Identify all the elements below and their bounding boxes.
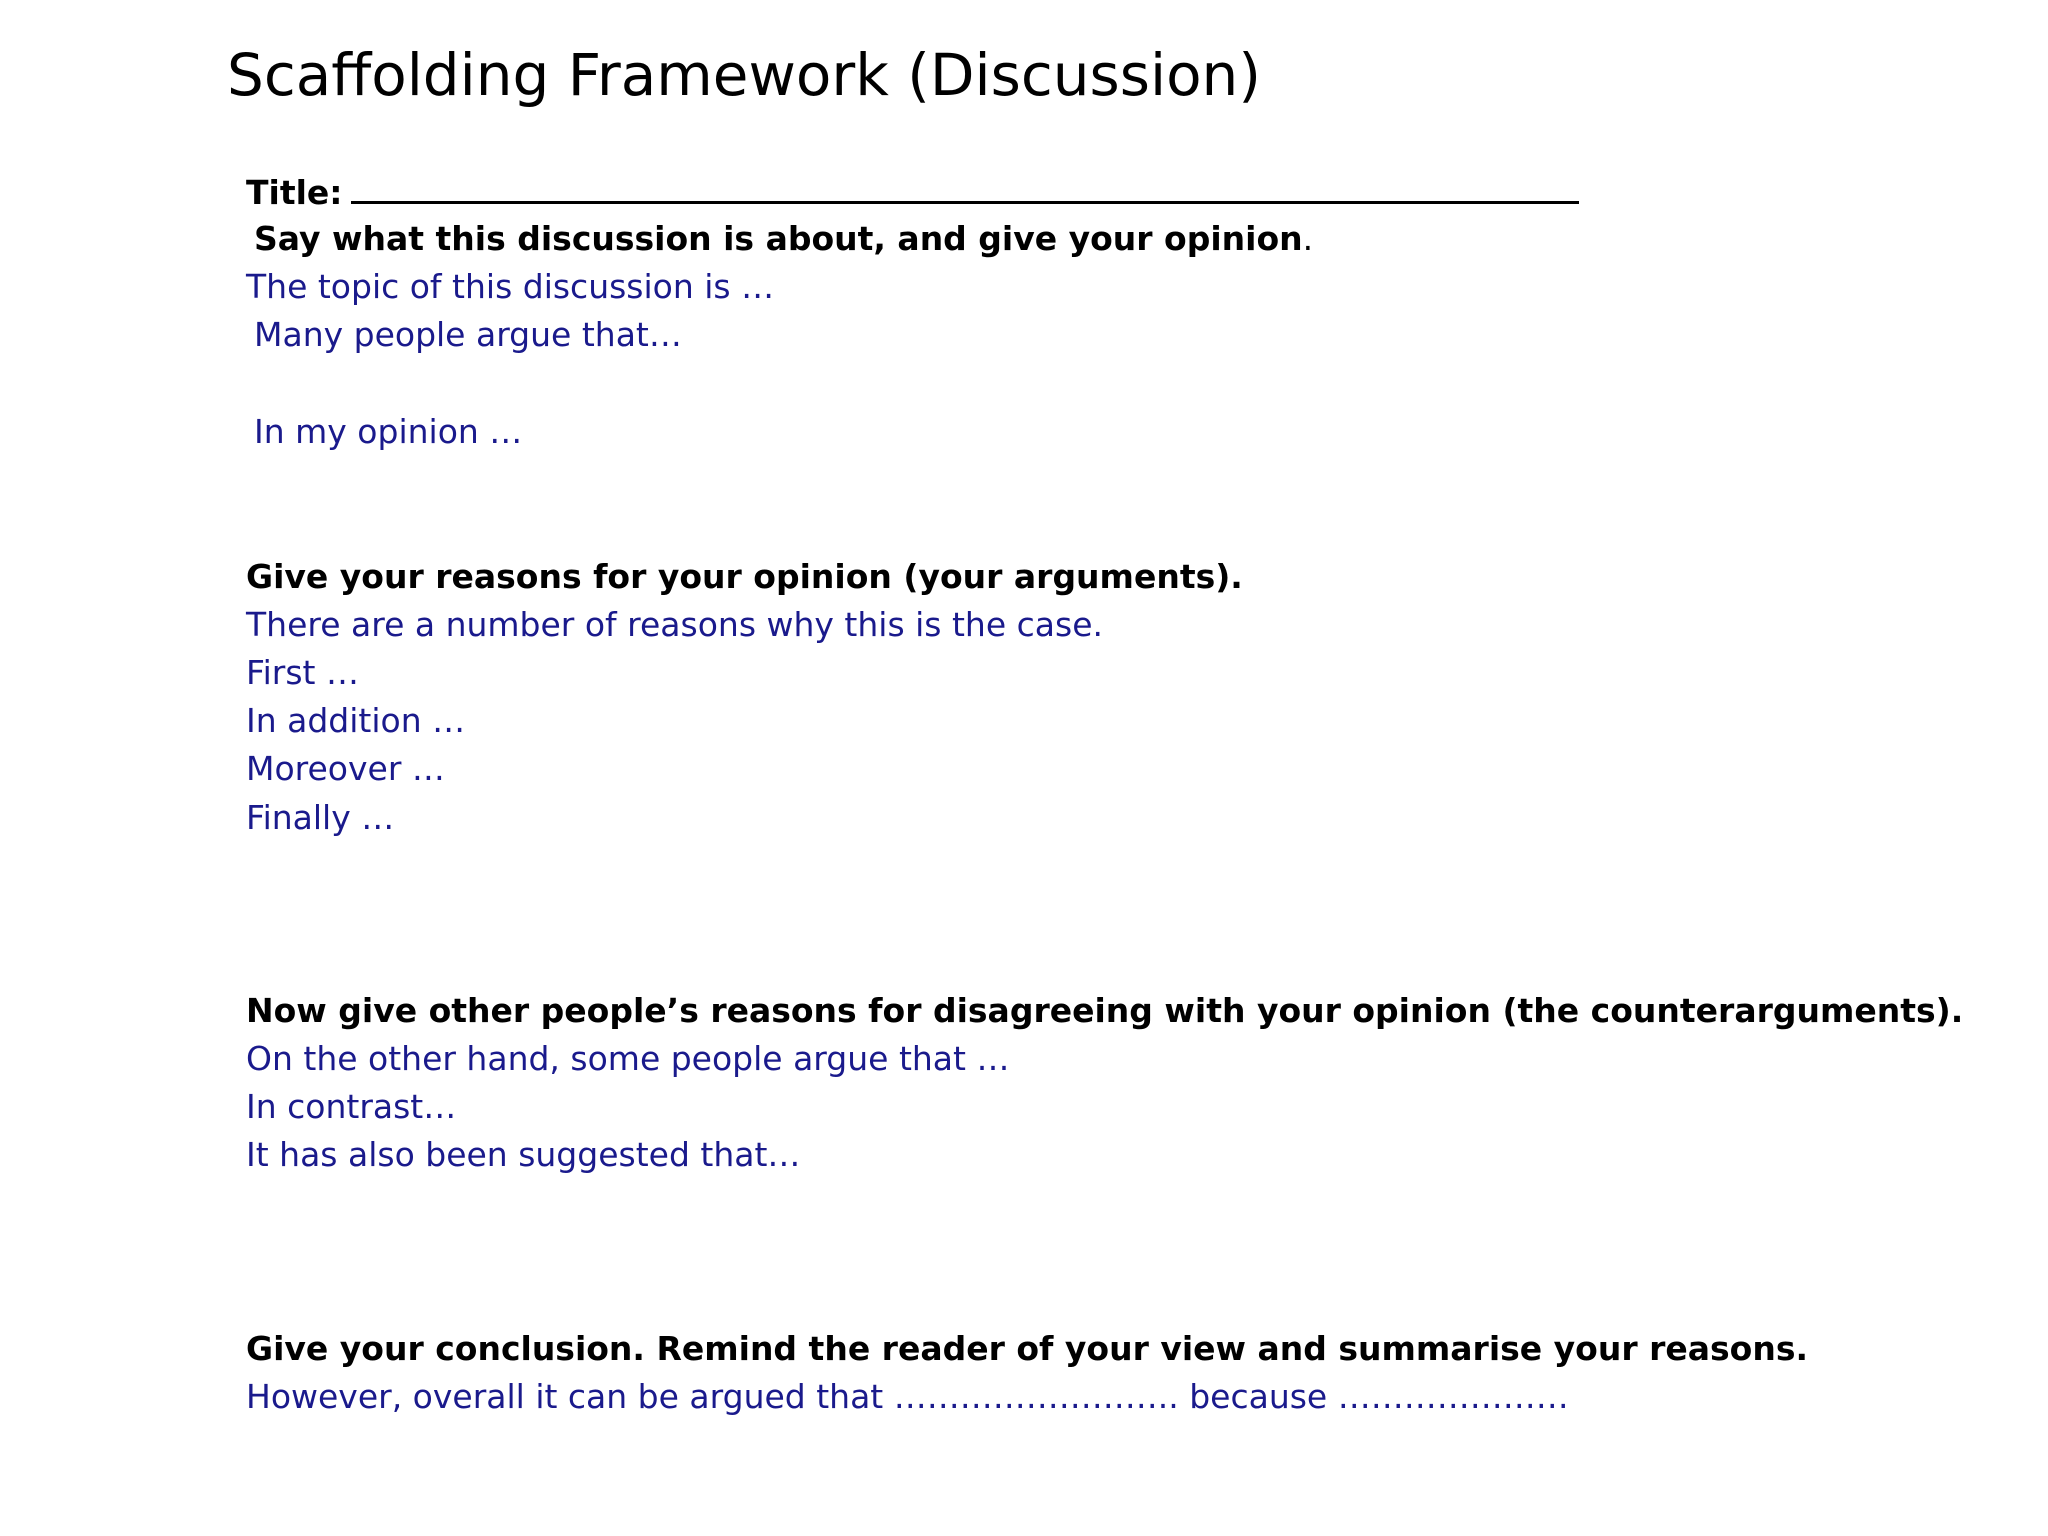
counter-line-other-hand: On the other hand, some people argue that … [246, 1039, 1010, 1078]
reasons-line-addition: In addition … [246, 701, 466, 740]
reasons-line-intro: There are a number of reasons why this is the case. [246, 605, 1103, 644]
title-label: Title: [246, 173, 343, 212]
conclusion-instruction: Give your conclusion. Remind the reader of your view and summarise your reasons. [246, 1329, 1809, 1368]
reasons-line-finally: Finally … [246, 798, 395, 837]
intro-instruction-text: Say what this discussion is about, and give your opinion [254, 219, 1303, 258]
counter-line-suggested: It has also been suggested that… [246, 1135, 801, 1174]
intro-instruction [254, 215, 1313, 263]
counter-instruction: Now give other people’s reasons for disagreeing with your opinion (the counterarguments). [246, 991, 1964, 1030]
reasons-line-first: First … [246, 653, 359, 692]
reasons-line-moreover: Moreover … [246, 749, 445, 788]
conclusion-line: However, overall it can be argued that …………………….. because ………………… [246, 1377, 1569, 1416]
page-title: Scaffolding Framework (Discussion) [227, 41, 1261, 109]
intro-line-many-argue: Many people argue that… [254, 315, 682, 354]
intro-line-opinion: In my opinion … [254, 412, 523, 451]
intro-line-topic: The topic of this discussion is … [246, 267, 775, 306]
reasons-instruction: Give your reasons for your opinion (your arguments). [246, 557, 1243, 596]
counter-line-contrast: In contrast… [246, 1087, 457, 1126]
intro-instruction-period: . [1302, 219, 1314, 258]
title-blank-line [351, 167, 1579, 204]
title-field-row [246, 167, 1579, 217]
